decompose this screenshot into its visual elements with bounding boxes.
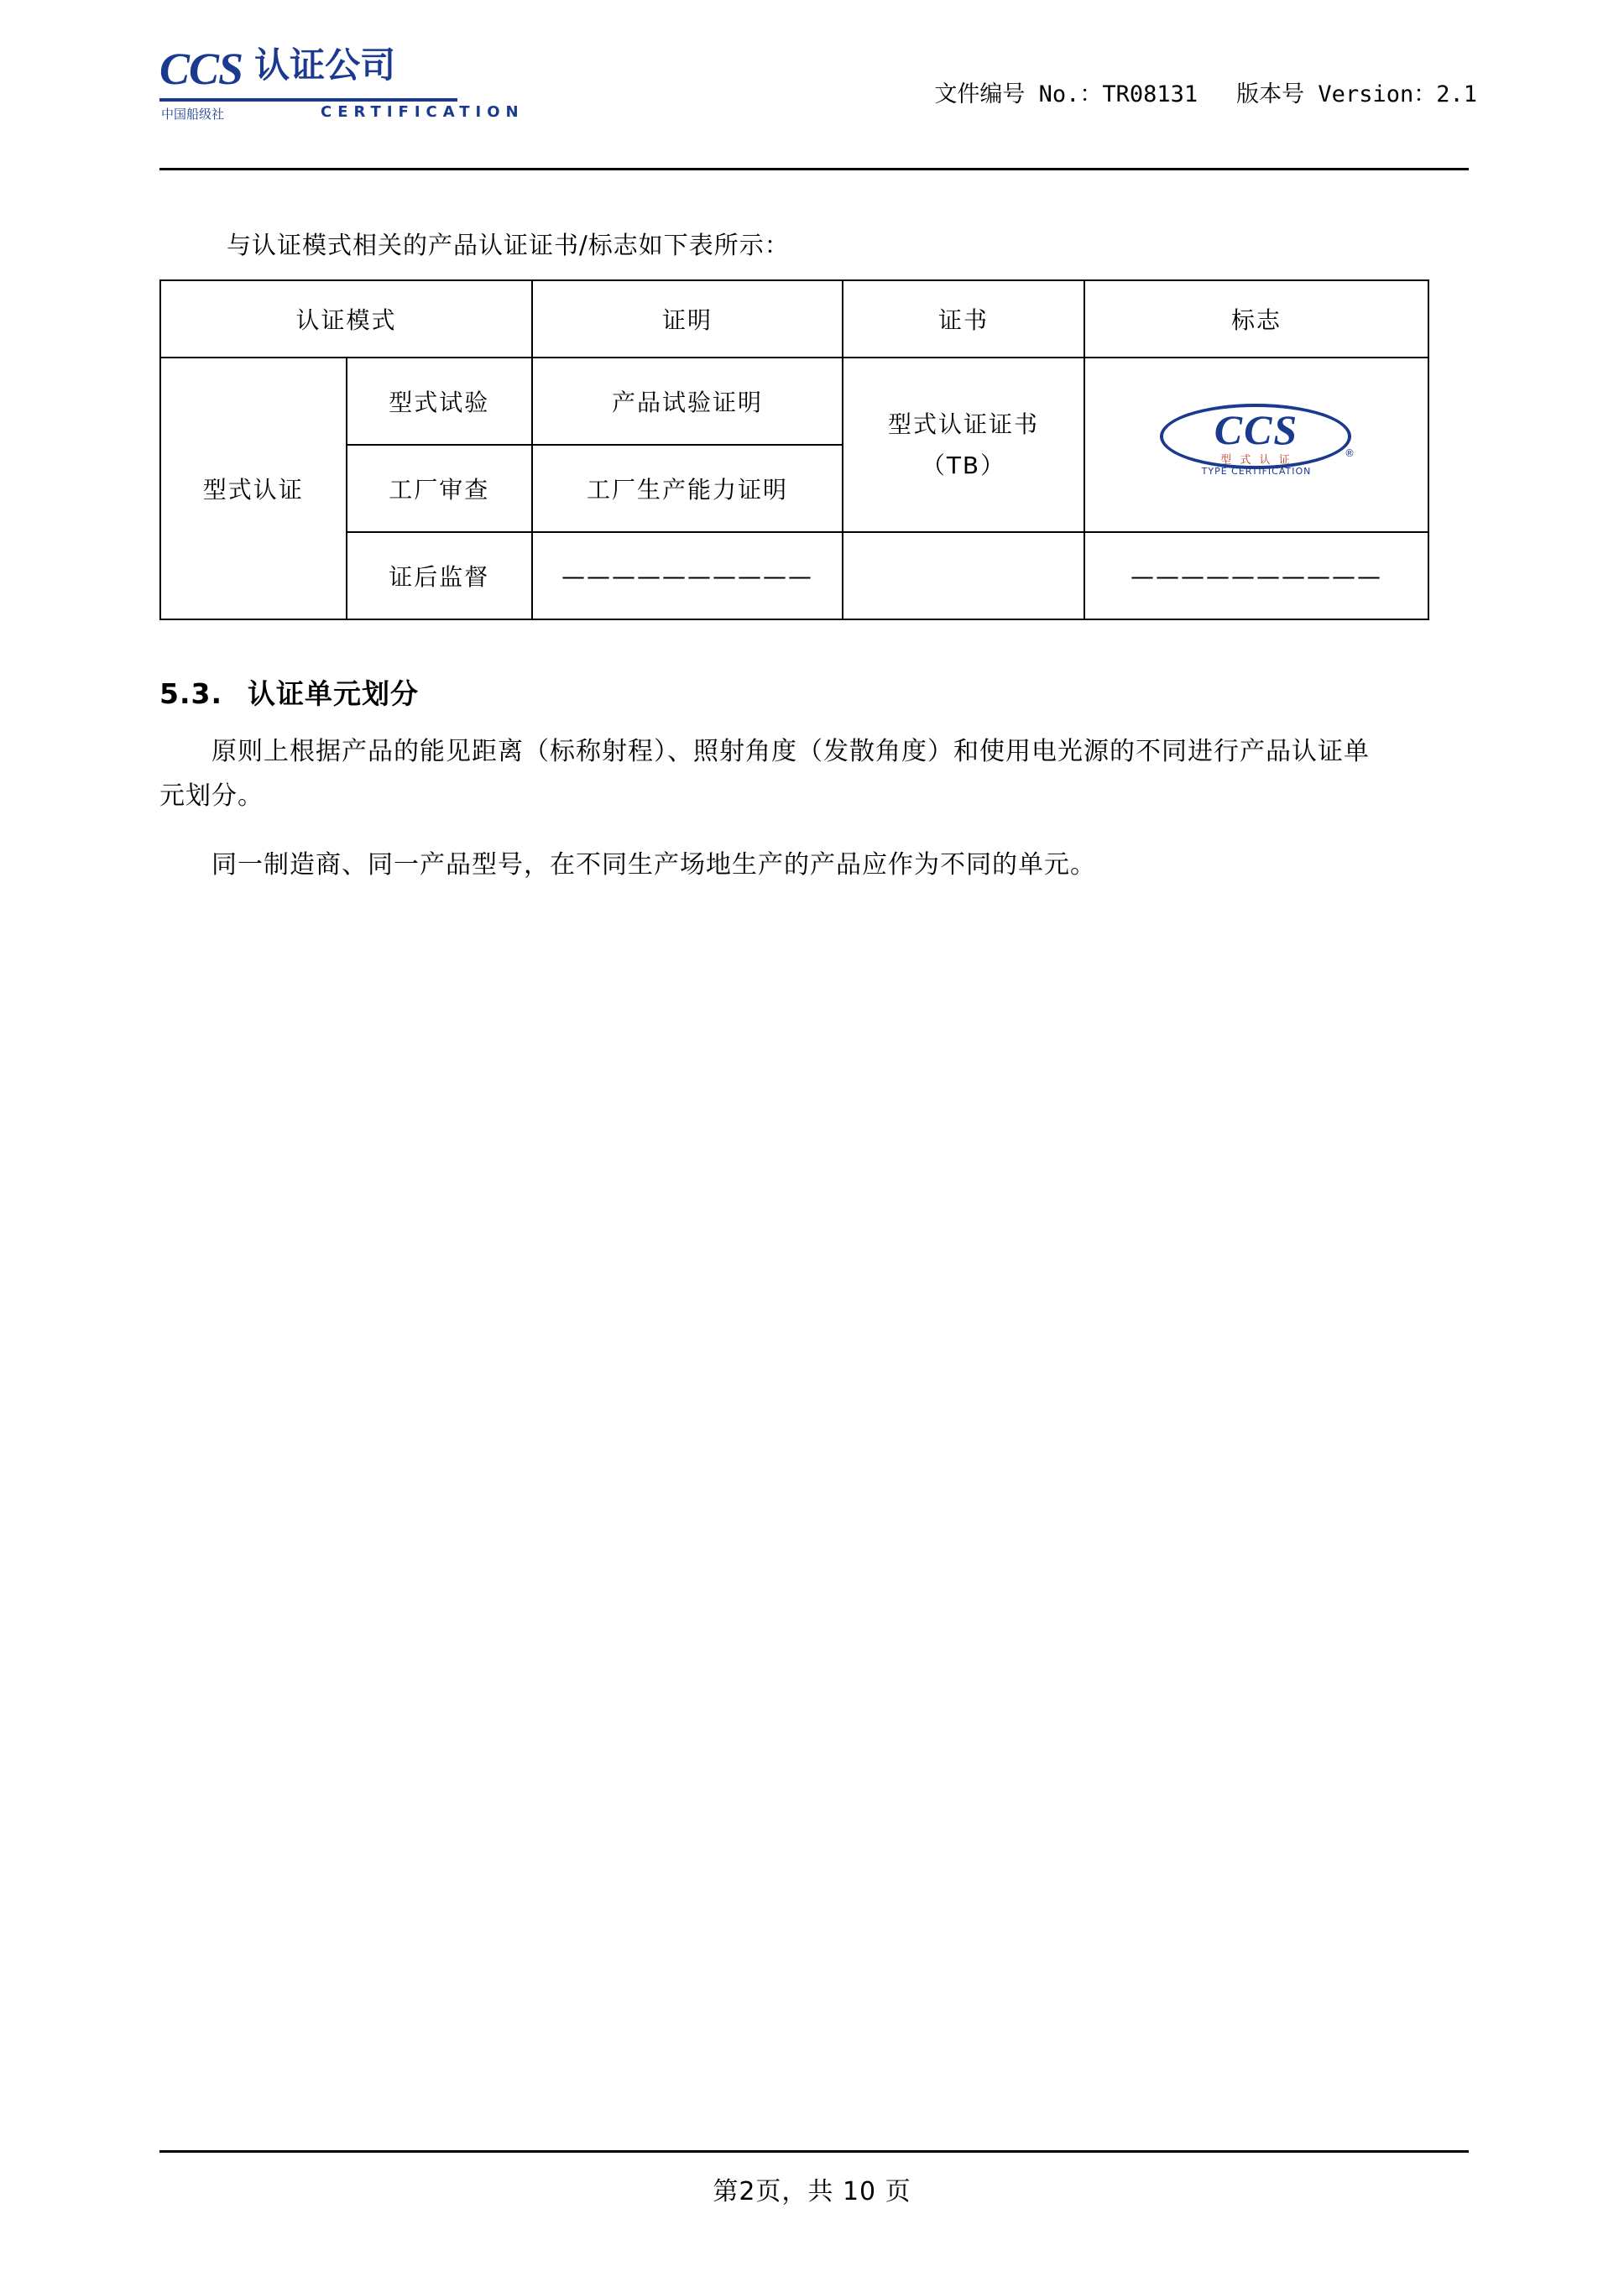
ccs-logo	[159, 44, 525, 134]
table-header-row	[160, 280, 1428, 358]
section-title: 认证单元划分	[248, 677, 419, 710]
page-number: 第2页，共 10 页	[713, 2177, 911, 2206]
logo-ccs-letters: CCS	[159, 44, 243, 94]
section-heading	[159, 672, 1469, 712]
cell-mode-type-certification: 型式认证	[160, 358, 347, 619]
section-paragraph-1: 原则上根据产品的能见距离（标称射程）、照射角度（发散角度）和使用电光源的不同进行产品认证单元划分。	[159, 737, 1370, 811]
cell-stage-factory-audit: 工厂审查	[347, 445, 533, 532]
cell-stage-post-supervision: 证后监督	[347, 532, 533, 619]
registered-trademark-icon: ®	[1345, 447, 1356, 459]
logo-company-name: 认证公司	[254, 44, 396, 86]
page-header	[159, 46, 1477, 138]
cell-proof-factory-capability: 工厂生产能力证明	[532, 445, 843, 532]
certificate-line1: 型式认证证书	[887, 410, 1039, 438]
cell-proof-product-test: 产品试验证明	[532, 358, 843, 445]
logo-divider	[159, 98, 457, 102]
page-content	[159, 227, 1469, 913]
mark-chinese-text: 型 式 认 证	[1220, 454, 1292, 467]
doc-no-label: 文件编号 No.：	[934, 81, 1103, 107]
version-label: 版本号 Version：	[1236, 81, 1437, 107]
mark-ccs-letters: CCS	[1214, 406, 1299, 453]
document-meta	[934, 76, 1477, 108]
certificate-line2: （TB）	[921, 452, 1006, 479]
header-cell-mark: 标志	[1084, 280, 1428, 358]
header-divider	[159, 168, 1469, 170]
header-cell-proof: 证明	[532, 280, 843, 358]
mark-english-text: TYPE CERTIFICATION	[1201, 466, 1312, 477]
section-number: 5.3.	[159, 677, 222, 710]
cell-certificate-dashes	[843, 532, 1084, 619]
intro-text: 与认证模式相关的产品认证证书/标志如下表所示：	[227, 231, 790, 259]
table-row	[160, 358, 1428, 445]
header-cell-mode: 认证模式	[160, 280, 532, 358]
logo-sub-chinese: 中国船级社	[161, 107, 225, 122]
table-row	[160, 532, 1428, 619]
section-paragraph-2: 同一制造商、同一产品型号，在不同生产场地生产的产品应作为不同的单元。	[211, 850, 1096, 880]
footer-divider	[159, 2150, 1469, 2153]
ccs-type-certification-mark-icon	[1151, 399, 1361, 491]
header-cell-certificate: 证书	[843, 280, 1084, 358]
cell-proof-dashes: ——————————	[532, 532, 843, 619]
version-value: 2.1	[1436, 81, 1477, 107]
logo-sub-english: CERTIFICATION	[321, 103, 525, 121]
certification-table	[159, 279, 1429, 620]
cell-mark-logo	[1084, 358, 1428, 532]
cell-mark-dashes: ——————————	[1084, 532, 1428, 619]
doc-no-value: TR08131	[1102, 81, 1198, 107]
cell-stage-type-test: 型式试验	[347, 358, 533, 445]
cell-certificate-name	[843, 358, 1084, 532]
